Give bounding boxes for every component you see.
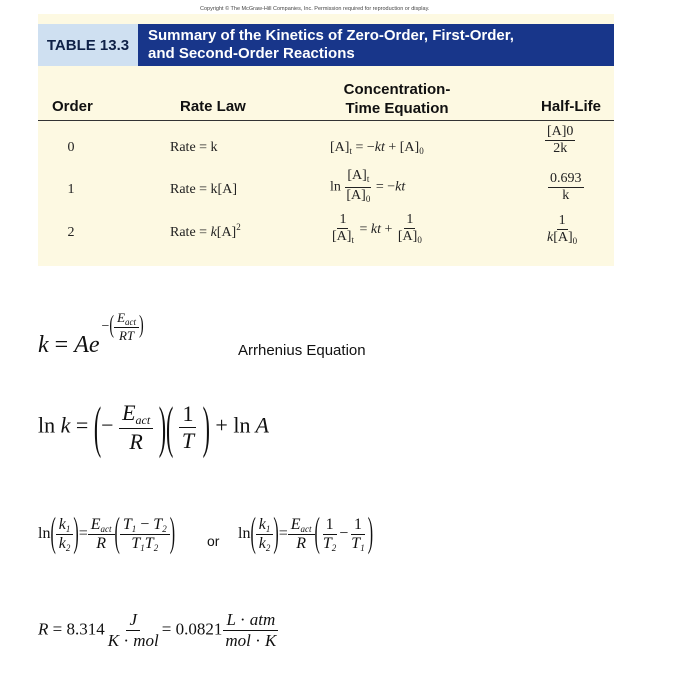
row-1-half-life-num: 0.693 (550, 171, 582, 186)
row-2-half-life-num: 1 (558, 213, 566, 228)
row-0-half-life-num: [A]0 (547, 124, 574, 139)
table-title-line-1: Summary of the Kinetics of Zero-Order, First-Order, (148, 27, 514, 44)
header-concentration-time (322, 80, 472, 118)
two-point-form-2: ln( $\frac{k1}{k2}$ )= $\frac{\text{Eact}}{R}$ ( $\frac{1}{T2}$ − $\frac{1}{T1}$ ) (238, 511, 374, 556)
row-1-half-life (548, 171, 584, 204)
gas-constant-value-1: 8.314 (66, 619, 105, 639)
arrhenius-equation: k = Ae−( $\frac{E_{act}}{RT}$ ) (38, 310, 144, 359)
table-title-line-2: and Second-Order Reactions (148, 45, 355, 62)
row-0-rate-law: Rate = k (170, 140, 218, 155)
row-1-half-life-den: k (562, 188, 570, 203)
table-title (138, 24, 614, 66)
two-point-form-1: ln( $\frac{k1}{k2}$ )= $\frac{\text{Eact}}{R}$ ( $\frac{T1 - T2}{T1T2}$ ) (38, 511, 176, 556)
header-conc-line-2: Time Equation (345, 100, 449, 117)
row-2-half-life (545, 213, 579, 249)
gas-constant-value-2: 0.0821 (175, 619, 223, 639)
row-1-conc-eq: ln $\frac{[A]_t}{[A]_0}$ = −kt (330, 168, 406, 204)
row-0-order: 0 (67, 140, 75, 155)
or-connector: or (207, 533, 220, 549)
header-divider (38, 120, 614, 121)
row-2-half-life-den: $k[A]_0$ (547, 230, 578, 246)
row-2-order: 2 (67, 225, 75, 240)
arrhenius-linear-form: ln k = (− $\frac{\text{Eact}}{R}$ )( $\frac{1}{T}$ ) + ln A (38, 393, 269, 459)
header-order: Order (52, 98, 93, 115)
arrhenius-label: Arrhenius Equation (238, 342, 366, 359)
copyright-notice: Copyright © The McGraw-Hill Companies, Inc. Permission required for reproduction or display. (200, 6, 430, 12)
header-rate-law: Rate Law (180, 98, 246, 115)
table-label: TABLE 13.3 (38, 24, 138, 66)
row-0-half-life (545, 124, 575, 157)
row-1-rate-law: Rate = k[A] (170, 182, 237, 197)
row-1-order: 1 (67, 182, 75, 197)
row-0-half-life-den: 2k (553, 141, 568, 156)
row-0-conc-eq: $[A]_t = -kt + [A]_0$ (330, 140, 424, 156)
row-2-conc-eq: $\frac{1}{[A]_t}$ = kt + $\frac{1}{[A]_0}$ (332, 212, 422, 245)
row-2-rate-law: Rate = $k[A]^2$ (170, 222, 241, 240)
header-half-life: Half-Life (541, 98, 601, 115)
header-conc-line-1: Concentration- (343, 81, 451, 98)
gas-constant: R = 8.314 $\frac{J}{\text{K · mol}}$ = 0.0821 $\frac{\text{L · atm}}{\text{mol · K}}$ (38, 610, 277, 650)
